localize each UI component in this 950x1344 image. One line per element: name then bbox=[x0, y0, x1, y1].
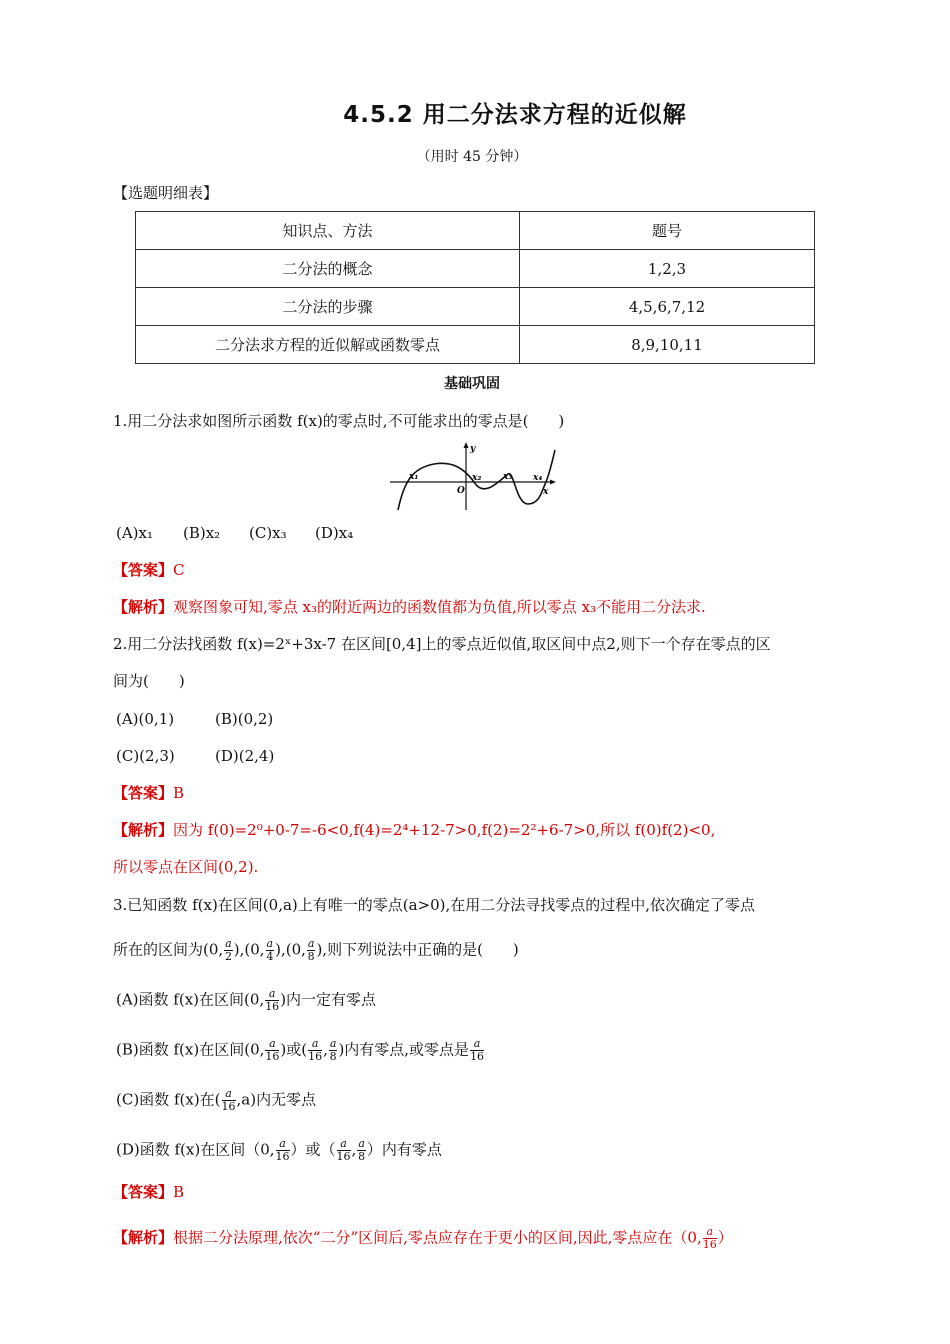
text: ）或（ bbox=[290, 1140, 336, 1159]
numerator: a bbox=[276, 1138, 290, 1151]
text: ),则下列说法中正确的是( ) bbox=[316, 940, 519, 959]
analysis-text: 根据二分法原理,依次“二分”区间后,零点应存在于更小的区间,因此,零点应在（0, bbox=[173, 1228, 702, 1247]
fraction-a-over-16 bbox=[276, 1138, 290, 1163]
q1-option-a: (A)x₁ bbox=[116, 524, 154, 542]
numerator: a bbox=[222, 1088, 236, 1101]
table-header-row bbox=[136, 212, 815, 250]
table-header-cell: 知识点、方法 bbox=[136, 212, 520, 250]
text: )或( bbox=[280, 1040, 308, 1059]
table-cell: 8,9,10,11 bbox=[520, 326, 815, 364]
text: ）内有零点 bbox=[366, 1140, 442, 1159]
q3-option-b bbox=[116, 1038, 485, 1063]
numerator: a bbox=[225, 937, 232, 950]
numerator: a bbox=[265, 1038, 279, 1051]
table-cell: 4,5,6,7,12 bbox=[520, 288, 815, 326]
fraction-a-over-8 bbox=[329, 1038, 338, 1063]
numerator: a bbox=[358, 1137, 365, 1150]
answer-value: C bbox=[173, 561, 185, 579]
q3-answer bbox=[113, 1182, 184, 1202]
q2-answer bbox=[113, 783, 184, 803]
q2-stem-line2: 间为( ) bbox=[113, 672, 185, 690]
q1-function-graph bbox=[390, 440, 558, 512]
table-header-cell: 题号 bbox=[520, 212, 815, 250]
fraction-a-over-4 bbox=[266, 938, 275, 963]
numerator: a bbox=[308, 1038, 322, 1051]
analysis-text: 观察图象可知,零点 x₃的附近两边的函数值都为负值,所以零点 x₃不能用二分法求. bbox=[173, 598, 706, 616]
x4-label: x₄ bbox=[533, 473, 543, 483]
analysis-text: ） bbox=[717, 1228, 733, 1247]
denominator: 4 bbox=[266, 950, 274, 963]
denominator: 8 bbox=[307, 950, 315, 963]
text: 所在的区间为(0, bbox=[113, 940, 224, 959]
fraction-a-over-16 bbox=[265, 988, 279, 1013]
x-axis-arrow bbox=[550, 480, 556, 485]
denominator: 8 bbox=[358, 1150, 366, 1163]
text: , bbox=[351, 1140, 357, 1159]
q1-option-d: (D)x₄ bbox=[315, 524, 354, 542]
table-cell: 二分法的概念 bbox=[136, 250, 520, 288]
answer-value: B bbox=[173, 1183, 185, 1201]
q3-option-c bbox=[116, 1088, 316, 1113]
denominator: 8 bbox=[329, 1050, 337, 1063]
denominator: 16 bbox=[308, 1050, 323, 1063]
analysis-tag: 【解析】 bbox=[113, 821, 174, 839]
q1-stem: 1.用二分法求如图所示函数 f(x)的零点时,不可能求出的零点是( ) bbox=[113, 412, 565, 430]
text: )内有零点,或零点是 bbox=[338, 1040, 470, 1059]
numerator: a bbox=[307, 937, 315, 950]
denominator: 16 bbox=[275, 1150, 290, 1163]
fraction-a-over-2 bbox=[224, 938, 233, 963]
fraction-a-over-16 bbox=[265, 1038, 279, 1063]
numerator: a bbox=[265, 988, 279, 1001]
analysis-text: 因为 f(0)=2⁰+0-7=-6<0,f(4)=2⁴+12-7>0,f(2)=2²+6-7>0,所以 f(0)f(2)<0, bbox=[173, 821, 716, 839]
q3-option-a bbox=[116, 988, 376, 1013]
table-cell: 1,2,3 bbox=[520, 250, 815, 288]
q2-analysis-line2: 所以零点在区间(0,2). bbox=[113, 858, 259, 876]
fraction-a-over-16 bbox=[308, 1038, 322, 1063]
text: (A)函数 f(x)在区间(0, bbox=[116, 990, 265, 1009]
numerator: a bbox=[337, 1138, 351, 1151]
fraction-a-over-16 bbox=[470, 1038, 484, 1063]
time-note: （用时 45 分钟） bbox=[416, 149, 528, 165]
text: (B)函数 f(x)在区间(0, bbox=[116, 1040, 265, 1059]
denominator: 16 bbox=[470, 1050, 485, 1063]
analysis-tag: 【解析】 bbox=[113, 1228, 174, 1247]
denominator: 16 bbox=[702, 1238, 717, 1251]
text: (C)函数 f(x)在( bbox=[116, 1090, 221, 1109]
numerator: a bbox=[266, 937, 274, 950]
answer-tag: 【答案】 bbox=[113, 784, 174, 802]
q1-analysis bbox=[113, 597, 706, 617]
q1-answer bbox=[113, 560, 185, 580]
numerator: a bbox=[329, 1037, 337, 1050]
text: ),(0, bbox=[233, 940, 265, 959]
x3-label: x₃ bbox=[503, 472, 513, 482]
table-cell: 二分法的步骤 bbox=[136, 288, 520, 326]
q3-stem-line2 bbox=[113, 938, 519, 963]
q3-analysis bbox=[113, 1226, 733, 1251]
q2-analysis-line1 bbox=[113, 820, 715, 840]
section-title: 基础巩固 bbox=[444, 376, 500, 392]
q1-option-b: (B)x₂ bbox=[183, 524, 221, 542]
text: )内一定有零点 bbox=[280, 990, 377, 1009]
topic-table bbox=[135, 211, 815, 364]
fraction-a-over-8 bbox=[307, 938, 316, 963]
denominator: 16 bbox=[336, 1150, 351, 1163]
table-row bbox=[136, 250, 815, 288]
table-cell: 二分法求方程的近似解或函数零点 bbox=[136, 326, 520, 364]
numerator: a bbox=[470, 1038, 484, 1051]
denominator: 16 bbox=[265, 1000, 280, 1013]
x-axis-label: x bbox=[543, 487, 549, 497]
answer-value: B bbox=[173, 784, 185, 802]
text: ),(0, bbox=[275, 940, 306, 959]
fraction-a-over-16 bbox=[703, 1226, 717, 1251]
q2-option-b: (B)(0,2) bbox=[215, 710, 274, 728]
q1-option-c: (C)x₃ bbox=[249, 524, 287, 542]
table-row bbox=[136, 326, 815, 364]
answer-tag: 【答案】 bbox=[113, 561, 174, 579]
detail-table-label: 【选题明细表】 bbox=[113, 184, 219, 202]
fraction-a-over-8 bbox=[357, 1138, 366, 1163]
denominator: 16 bbox=[265, 1050, 280, 1063]
q2-stem-line1: 2.用二分法找函数 f(x)=2ˣ+3x-7 在区间[0,4]上的零点近似值,取区间中点2,则下一个存在零点的区 bbox=[113, 635, 771, 653]
y-axis-label: y bbox=[470, 444, 476, 454]
text: (D)函数 f(x)在区间（0, bbox=[116, 1140, 275, 1159]
q2-option-d: (D)(2,4) bbox=[215, 747, 275, 765]
x2-label: x₂ bbox=[472, 473, 482, 483]
origin-label: O bbox=[457, 486, 465, 496]
text: , bbox=[323, 1040, 328, 1059]
fraction-a-over-16 bbox=[337, 1138, 351, 1163]
page-title: 4.5.2 用二分法求方程的近似解 bbox=[343, 102, 687, 128]
y-axis-arrow bbox=[464, 442, 469, 448]
fraction-a-over-16 bbox=[222, 1088, 236, 1113]
q2-option-a: (A)(0,1) bbox=[116, 710, 175, 728]
q3-stem-line1: 3.已知函数 f(x)在区间(0,a)上有唯一的零点(a>0),在用二分法寻找零点的过程中,依次确定了零点 bbox=[113, 896, 756, 914]
table-row bbox=[136, 288, 815, 326]
denominator: 16 bbox=[221, 1100, 236, 1113]
numerator: a bbox=[703, 1226, 717, 1239]
denominator: 2 bbox=[224, 950, 232, 963]
text: ,a)内无零点 bbox=[236, 1090, 317, 1109]
analysis-tag: 【解析】 bbox=[113, 598, 174, 616]
q3-option-d bbox=[116, 1138, 442, 1163]
x1-label: x₁ bbox=[409, 472, 419, 482]
answer-tag: 【答案】 bbox=[113, 1183, 174, 1201]
q2-option-c: (C)(2,3) bbox=[116, 747, 175, 765]
